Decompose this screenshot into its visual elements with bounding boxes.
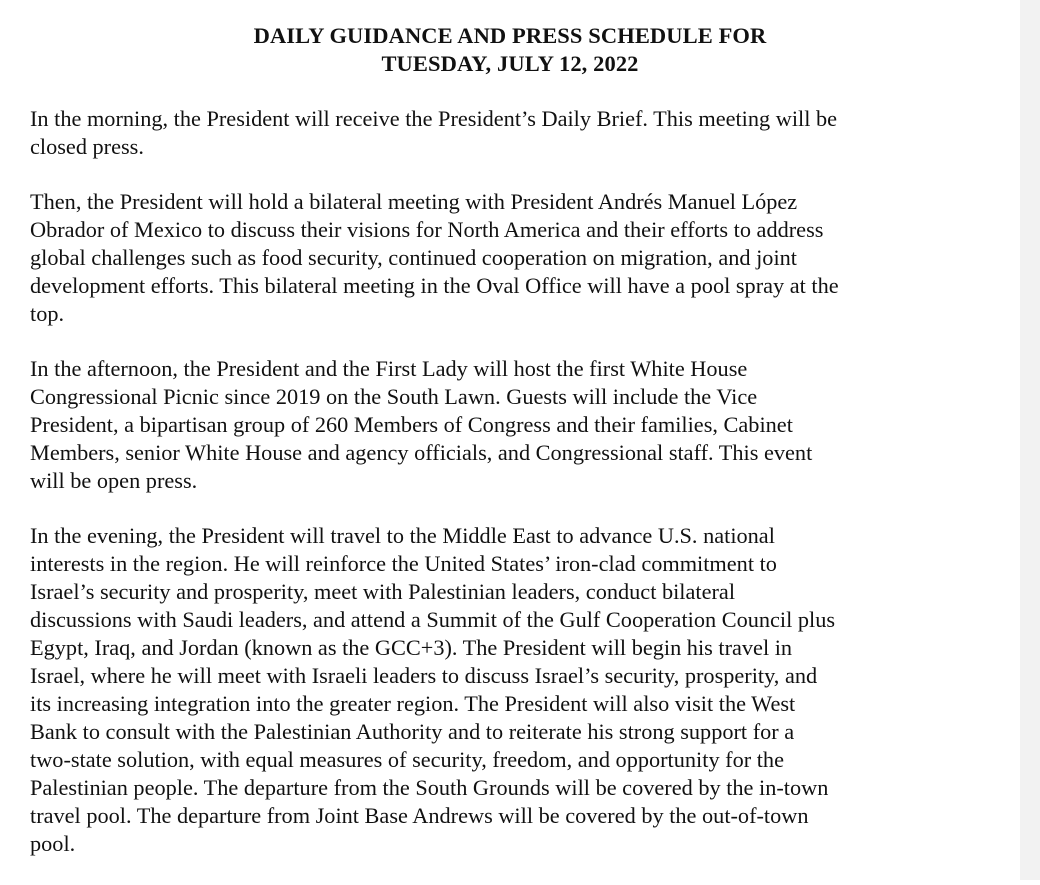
text-line: Congressional Picnic since 2019 on the South Lawn. Guests will include the Vice [30,384,758,409]
text-line: pool. [30,831,76,856]
text-line: Obrador of Mexico to discuss their visions for North America and their efforts to address [30,217,824,242]
text-line: two-state solution, with equal measures of security, freedom, and opportunity for the [30,747,784,772]
text-line: Bank to consult with the Palestinian Authority and to reiterate his strong support for a [30,719,795,744]
text-line: will be open press. [30,468,198,493]
text-line: top. [30,301,65,326]
text-line: development efforts. This bilateral meeting in the Oval Office will have a pool spray at the [30,273,839,298]
page-edge-strip [1020,0,1040,880]
paragraph-afternoon [30,355,990,495]
text-line: In the morning, the President will receive the President’s Daily Brief. This meeting will be [30,106,838,131]
text-line: Then, the President will hold a bilateral meeting with President Andrés Manuel López [30,189,798,214]
text-line: In the afternoon, the President and the First Lady will host the first White House [30,356,748,381]
text-line: interests in the region. He will reinforce the United States’ iron-clad commitment to [30,551,777,576]
paragraph-evening [30,522,990,858]
text-line: travel pool. The departure from Joint Base Andrews will be covered by the out-of-town [30,803,809,828]
text-line: Palestinian people. The departure from the South Grounds will be covered by the in-town [30,775,829,800]
title-line-2: TUESDAY, JULY 12, 2022 [381,51,639,76]
document-page [30,22,990,885]
paragraph-morning [30,105,990,161]
document-title [30,22,990,78]
text-line: global challenges such as food security, continued cooperation on migration, and joint [30,245,797,270]
text-line: closed press. [30,134,144,159]
title-line-1: DAILY GUIDANCE AND PRESS SCHEDULE FOR [253,23,767,48]
text-line: Members, senior White House and agency officials, and Congressional staff. This event [30,440,813,465]
paragraph-bilateral-meeting [30,188,990,328]
text-line: discussions with Saudi leaders, and attend a Summit of the Gulf Cooperation Council plus [30,607,836,632]
text-line: In the evening, the President will travel to the Middle East to advance U.S. national [30,523,775,548]
text-line: Egypt, Iraq, and Jordan (known as the GCC+3). The President will begin his travel in [30,635,793,660]
text-line: its increasing integration into the greater region. The President will also visit the West [30,691,796,716]
text-line: Israel, where he will meet with Israeli leaders to discuss Israel’s security, prosperity, and [30,663,818,688]
text-line: Israel’s security and prosperity, meet with Palestinian leaders, conduct bilateral [30,579,736,604]
text-line: President, a bipartisan group of 260 Members of Congress and their families, Cabinet [30,412,793,437]
